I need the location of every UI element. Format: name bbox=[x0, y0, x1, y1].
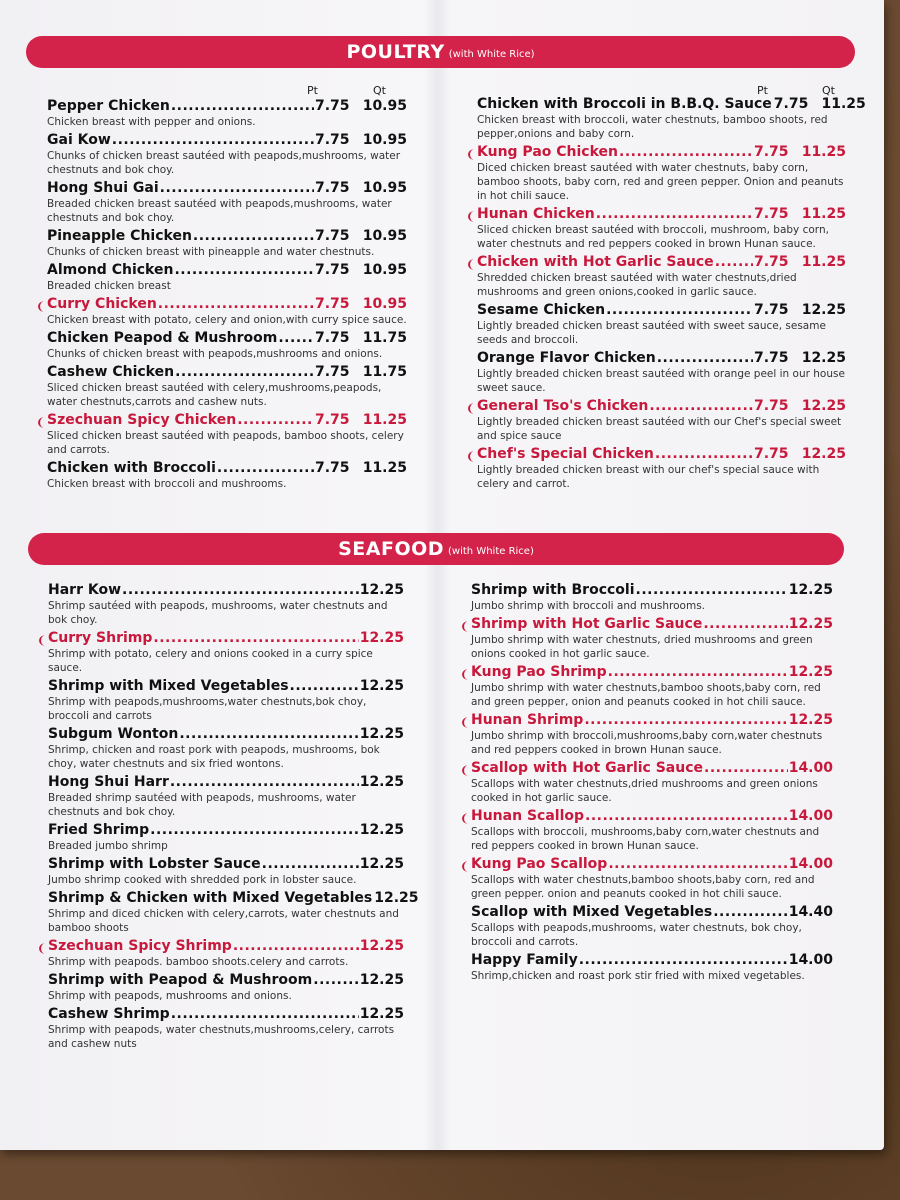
chili-pepper-icon: ❨ bbox=[460, 812, 470, 825]
menu-item-name: Chef's Special Chicken bbox=[477, 446, 654, 462]
menu-item-price: 12.25 bbox=[359, 856, 404, 872]
dot-leader bbox=[649, 398, 753, 415]
dot-leader bbox=[579, 952, 788, 969]
menu-item-row bbox=[47, 262, 407, 279]
menu-item-pint-price: 7.75 bbox=[754, 350, 789, 366]
menu-item-row bbox=[460, 664, 833, 681]
menu-item-quart-price: 10.95 bbox=[362, 262, 407, 278]
menu-item-description: Shrimp with peapods, mushrooms and onions. bbox=[48, 990, 292, 1002]
menu-item-name: Kung Pao Shrimp bbox=[471, 664, 607, 680]
seafood-left-column bbox=[37, 582, 419, 1054]
menu-item-row bbox=[48, 972, 404, 989]
menu-item-quart-price: 11.25 bbox=[801, 144, 846, 160]
dot-leader bbox=[160, 180, 314, 197]
menu-item bbox=[460, 712, 833, 757]
menu-item-pint-price: 7.75 bbox=[315, 228, 350, 244]
dot-leader bbox=[193, 228, 314, 245]
menu-item-pint-price: 7.75 bbox=[773, 96, 809, 112]
menu-item-description: Breaded shrimp sautéed with peapods, mushrooms, water chestnuts and bok choy. bbox=[48, 792, 356, 818]
menu-item-row bbox=[47, 330, 407, 347]
menu-item-quart-price: 11.75 bbox=[362, 364, 407, 380]
menu-item-description: Chicken breast with pepper and onions. bbox=[47, 116, 256, 128]
menu-item-name: Shrimp with Broccoli bbox=[471, 582, 635, 598]
menu-item-name: Shrimp with Mixed Vegetables bbox=[48, 678, 289, 694]
menu-item-pint-price: 7.75 bbox=[315, 412, 350, 428]
menu-item-name: Pepper Chicken bbox=[47, 98, 170, 114]
chili-pepper-icon: ❨ bbox=[466, 258, 476, 271]
menu-item bbox=[477, 96, 866, 141]
menu-item-row bbox=[477, 302, 846, 319]
menu-item bbox=[466, 144, 846, 203]
menu-item bbox=[48, 972, 404, 1003]
dot-leader bbox=[153, 630, 358, 647]
menu-item bbox=[47, 180, 407, 225]
chili-pepper-icon: ❨ bbox=[460, 716, 470, 729]
menu-item-name: Scallop with Hot Garlic Sauce bbox=[471, 760, 704, 776]
menu-item-row bbox=[471, 952, 833, 969]
menu-item-pint-price: 7.75 bbox=[315, 296, 350, 312]
menu-item bbox=[36, 412, 407, 457]
menu-item-pint-price: 7.75 bbox=[754, 446, 789, 462]
menu-item-price: 12.25 bbox=[359, 822, 404, 838]
menu-item bbox=[466, 446, 846, 491]
menu-item-name: Kung Pao Scallop bbox=[471, 856, 608, 872]
dot-leader bbox=[584, 712, 787, 729]
menu-item-row bbox=[48, 1006, 404, 1023]
menu-item-name: Sesame Chicken bbox=[477, 302, 606, 318]
menu-item-pint-price: 7.75 bbox=[754, 302, 789, 318]
menu-item bbox=[466, 398, 846, 443]
menu-item-pint-price: 7.75 bbox=[315, 460, 350, 476]
dot-leader bbox=[608, 856, 787, 873]
menu-item-description: Shrimp with peapods. bamboo shoots.celery and carrots. bbox=[48, 956, 349, 968]
menu-item-description: Shrimp with potato, celery and onions cooked in a curry spice sauce. bbox=[48, 648, 373, 674]
menu-item bbox=[48, 678, 404, 723]
poultry-left-column bbox=[36, 98, 407, 494]
menu-item-row bbox=[466, 206, 846, 223]
menu-item-description: Scallops with water chestnuts,bamboo shoots,baby corn, red and green pepper. onion and peanuts cooked in hot chili sauce. bbox=[471, 874, 815, 900]
menu-item-price: 12.25 bbox=[359, 938, 404, 954]
menu-item-quart-price: 12.25 bbox=[801, 446, 846, 462]
dot-leader bbox=[715, 254, 753, 271]
menu-item bbox=[48, 822, 404, 853]
menu-item-name: Harr Kow bbox=[48, 582, 122, 598]
dot-leader bbox=[171, 1006, 359, 1023]
dot-leader bbox=[112, 132, 314, 149]
dot-leader bbox=[170, 774, 359, 791]
menu-item-name: Subgum Wonton bbox=[48, 726, 179, 742]
menu-item-pint-price: 7.75 bbox=[754, 206, 789, 222]
dot-leader bbox=[175, 364, 314, 381]
menu-item bbox=[460, 808, 833, 853]
menu-item bbox=[460, 760, 833, 805]
chili-pepper-icon: ❨ bbox=[36, 416, 46, 429]
menu-item-price: 14.00 bbox=[788, 856, 833, 872]
menu-item-name: Hunan Scallop bbox=[471, 808, 585, 824]
menu-item-price: 12.25 bbox=[359, 630, 404, 646]
menu-item-row bbox=[36, 296, 407, 313]
menu-item-row bbox=[48, 822, 404, 839]
dot-leader bbox=[217, 460, 314, 477]
poultry-right-column bbox=[466, 96, 866, 494]
dot-leader bbox=[174, 262, 314, 279]
menu-item-pint-price: 7.75 bbox=[315, 262, 350, 278]
dot-leader bbox=[619, 144, 753, 161]
menu-item-description: Chunks of chicken breast with peapods,mushrooms and onions. bbox=[47, 348, 383, 360]
menu-item bbox=[37, 630, 404, 675]
menu-item-description: Lightly breaded chicken breast with our chef's special sauce with celery and carrot. bbox=[477, 464, 820, 490]
menu-item-description: Jumbo shrimp with broccoli and mushrooms. bbox=[471, 600, 705, 612]
seafood-right-column bbox=[460, 582, 833, 986]
chili-pepper-icon: ❨ bbox=[460, 860, 470, 873]
menu-item-name: Scallop with Mixed Vegetables bbox=[471, 904, 713, 920]
menu-item-name: Shrimp & Chicken with Mixed Vegetables bbox=[48, 890, 373, 906]
menu-item-pint-price: 7.75 bbox=[754, 144, 789, 160]
menu-item-name: Orange Flavor Chicken bbox=[477, 350, 656, 366]
chili-pepper-icon: ❨ bbox=[466, 210, 476, 223]
menu-item-quart-price: 12.25 bbox=[801, 398, 846, 414]
menu-item-name: Chicken with Hot Garlic Sauce bbox=[477, 254, 714, 270]
menu-item-row bbox=[460, 760, 833, 777]
menu-item bbox=[47, 262, 407, 293]
menu-item-row bbox=[48, 890, 419, 907]
menu-item-row bbox=[477, 96, 866, 113]
poultry-subtitle: (with White Rice) bbox=[448, 49, 535, 60]
menu-item bbox=[48, 856, 404, 887]
chili-pepper-icon: ❨ bbox=[460, 764, 470, 777]
menu-item-price: 12.25 bbox=[788, 664, 833, 680]
menu-item-row bbox=[471, 904, 833, 921]
menu-item-quart-price: 10.95 bbox=[362, 228, 407, 244]
menu-item-name: Chicken Peapod & Mushroom bbox=[47, 330, 278, 346]
menu-item-row bbox=[460, 856, 833, 873]
menu-item-description: Scallops with peapods,mushrooms, water chestnuts, bok choy, broccoli and carrots. bbox=[471, 922, 802, 948]
menu-item-description: Chicken breast with broccoli and mushrooms. bbox=[47, 478, 287, 490]
menu-item-row bbox=[471, 582, 833, 599]
menu-item-name: Shrimp with Hot Garlic Sauce bbox=[471, 616, 703, 632]
seafood-title: SEAFOOD bbox=[338, 538, 445, 560]
menu-item bbox=[477, 350, 846, 395]
menu-item-name: Hunan Chicken bbox=[477, 206, 595, 222]
dot-leader bbox=[713, 904, 787, 921]
poultry-title: POULTRY bbox=[346, 41, 445, 63]
menu-item-description: Lightly breaded chicken breast sautéed with sweet sauce, sesame seeds and broccoli. bbox=[477, 320, 826, 346]
menu-item-quart-price: 11.25 bbox=[362, 460, 407, 476]
chili-pepper-icon: ❨ bbox=[460, 668, 470, 681]
menu-item-price: 14.40 bbox=[788, 904, 833, 920]
menu-item bbox=[47, 132, 407, 177]
dot-leader bbox=[606, 302, 753, 319]
menu-item-quart-price: 11.25 bbox=[801, 254, 846, 270]
dot-leader bbox=[158, 296, 314, 313]
poultry-banner bbox=[26, 36, 855, 68]
menu-item-price: 12.25 bbox=[359, 678, 404, 694]
menu-item bbox=[36, 296, 407, 327]
menu-item-name: Hong Shui Gai bbox=[47, 180, 159, 196]
menu-item bbox=[466, 254, 846, 299]
menu-item-row bbox=[466, 144, 846, 161]
menu-item-row bbox=[47, 180, 407, 197]
menu-item-row bbox=[460, 712, 833, 729]
menu-item-name: Curry Chicken bbox=[47, 296, 157, 312]
menu-item bbox=[48, 890, 419, 935]
poultry-left-qt-label: Qt bbox=[373, 84, 386, 97]
menu-item-description: Shrimp with peapods,mushrooms,water chestnuts,bok choy, broccoli and carrots bbox=[48, 696, 367, 722]
menu-item-description: Breaded jumbo shrimp bbox=[48, 840, 168, 852]
menu-item-name: Shrimp with Peapod & Mushroom bbox=[48, 972, 313, 988]
menu-item-description: Shredded chicken breast sautéed with water chestnuts,dried mushrooms and green onions,cooked in garlic sauce. bbox=[477, 272, 797, 298]
menu-item-description: Diced chicken breast sautéed with water chestnuts, baby corn, bamboo shoots, baby corn, red and green pepper. Onion and peanuts in hot chili sauce. bbox=[477, 162, 844, 202]
menu-item-price: 12.25 bbox=[359, 1006, 404, 1022]
dot-leader bbox=[237, 412, 314, 429]
menu-item-pint-price: 7.75 bbox=[754, 254, 789, 270]
menu-item-description: Lightly breaded chicken breast sautéed with our Chef's special sweet and spice sauce bbox=[477, 416, 842, 442]
menu-item-description: Jumbo shrimp cooked with shredded pork in lobster sauce. bbox=[48, 874, 357, 886]
menu-item-description: Sliced chicken breast sautéed with celery,mushrooms,peapods, water chestnuts,carrots and cashew nuts. bbox=[47, 382, 382, 408]
menu-item-name: Chicken with Broccoli in B.B.Q. Sauce bbox=[477, 96, 772, 112]
menu-item-row bbox=[460, 808, 833, 825]
menu-item-price: 12.25 bbox=[359, 726, 404, 742]
menu-item bbox=[48, 774, 404, 819]
menu-item-quart-price: 10.95 bbox=[362, 132, 407, 148]
dot-leader bbox=[703, 616, 787, 633]
menu-item-pint-price: 7.75 bbox=[754, 398, 789, 414]
menu-item-row bbox=[466, 446, 846, 463]
menu-item-row bbox=[47, 228, 407, 245]
menu-item-quart-price: 10.95 bbox=[362, 296, 407, 312]
menu-item bbox=[47, 364, 407, 409]
menu-item-row bbox=[477, 350, 846, 367]
menu-item bbox=[460, 616, 833, 661]
menu-item-name: Hunan Shrimp bbox=[471, 712, 584, 728]
chili-pepper-icon: ❨ bbox=[37, 942, 47, 955]
menu-item bbox=[48, 582, 404, 627]
menu-item-name: Shrimp with Lobster Sauce bbox=[48, 856, 261, 872]
dot-leader bbox=[150, 822, 359, 839]
dot-leader bbox=[171, 98, 314, 115]
menu-item bbox=[37, 938, 404, 969]
menu-item-name: Chicken with Broccoli bbox=[47, 460, 216, 476]
menu-item bbox=[460, 664, 833, 709]
menu-item-price: 14.00 bbox=[788, 808, 833, 824]
menu-item-description: Chunks of chicken breast with pineapple and water chestnuts. bbox=[47, 246, 375, 258]
menu-item-description: Chicken breast with broccoli, water chestnuts, bamboo shoots, red pepper,onions and baby corn. bbox=[477, 114, 828, 140]
menu-item-price: 14.00 bbox=[788, 760, 833, 776]
menu-item-description: Breaded chicken breast bbox=[47, 280, 171, 292]
dot-leader bbox=[290, 678, 359, 695]
menu-item-row bbox=[48, 856, 404, 873]
menu-item-row bbox=[466, 398, 846, 415]
menu-item-row bbox=[48, 726, 404, 743]
poultry-right-qt-label: Qt bbox=[822, 84, 835, 97]
menu-item-price: 12.25 bbox=[359, 972, 404, 988]
menu-item-description: Scallops with water chestnuts,dried mushrooms and green onions cooked in hot garlic sauce. bbox=[471, 778, 818, 804]
menu-item-pint-price: 7.75 bbox=[315, 98, 350, 114]
menu-item-name: Gai Kow bbox=[47, 132, 111, 148]
dot-leader bbox=[262, 856, 359, 873]
chili-pepper-icon: ❨ bbox=[460, 620, 470, 633]
menu-item bbox=[47, 330, 407, 361]
dot-leader bbox=[636, 582, 788, 599]
menu-item-name: Cashew Chicken bbox=[47, 364, 175, 380]
menu-item bbox=[471, 582, 833, 613]
menu-item-name: Hong Shui Harr bbox=[48, 774, 169, 790]
menu-item-price: 12.25 bbox=[788, 712, 833, 728]
menu-item-row bbox=[47, 364, 407, 381]
dot-leader bbox=[657, 350, 753, 367]
chili-pepper-icon: ❨ bbox=[466, 148, 476, 161]
menu-item-name: Szechuan Spicy Shrimp bbox=[48, 938, 232, 954]
menu-item-name: Kung Pao Chicken bbox=[477, 144, 618, 160]
menu-item bbox=[466, 206, 846, 251]
menu-item-row bbox=[36, 412, 407, 429]
menu-item bbox=[460, 856, 833, 901]
menu-item bbox=[48, 726, 404, 771]
menu-item-quart-price: 10.95 bbox=[362, 180, 407, 196]
menu-item-row bbox=[47, 460, 407, 477]
menu-item-description: Breaded chicken breast sautéed with peapods,mushrooms, water chestnuts and bok choy. bbox=[47, 198, 392, 224]
menu-item-row bbox=[460, 616, 833, 633]
menu-item-row bbox=[48, 678, 404, 695]
menu-item-price: 12.25 bbox=[788, 582, 833, 598]
menu-item-price: 12.25 bbox=[788, 616, 833, 632]
chili-pepper-icon: ❨ bbox=[466, 450, 476, 463]
menu-item-description: Chunks of chicken breast sautéed with peapods,mushrooms, water chestnuts and bok choy. bbox=[47, 150, 401, 176]
dot-leader bbox=[278, 330, 314, 347]
menu-item-quart-price: 11.25 bbox=[821, 96, 866, 112]
menu-item-description: Shrimp,chicken and roast pork stir fried with mixed vegetables. bbox=[471, 970, 805, 982]
menu-item-description: Scallops with broccoli, mushrooms,baby corn,water chestnuts and red peppers cooked in brown Hunan sauce. bbox=[471, 826, 820, 852]
menu-item-pint-price: 7.75 bbox=[315, 330, 350, 346]
dot-leader bbox=[122, 582, 359, 599]
menu-item-price: 14.00 bbox=[788, 952, 833, 968]
menu-item-description: Sliced chicken breast sautéed with peapods, bamboo shoots, celery and carrots. bbox=[47, 430, 404, 456]
menu-item-description: Sliced chicken breast sautéed with broccoli, mushroom, baby corn, water chestnuts and red peppers cooked in brown Hunan sauce. bbox=[477, 224, 829, 250]
menu-item-pint-price: 7.75 bbox=[315, 180, 350, 196]
dot-leader bbox=[313, 972, 358, 989]
menu-item-row bbox=[48, 774, 404, 791]
dot-leader bbox=[608, 664, 788, 681]
menu-item-quart-price: 10.95 bbox=[362, 98, 407, 114]
menu-item-price: 12.25 bbox=[359, 582, 404, 598]
menu-item-description: Shrimp, chicken and roast pork with peapods, mushrooms, bok choy, water chestnuts and six fried wontons. bbox=[48, 744, 380, 770]
dot-leader bbox=[585, 808, 788, 825]
menu-item-row bbox=[37, 938, 404, 955]
menu-item-quart-price: 11.25 bbox=[362, 412, 407, 428]
menu-item-description: Jumbo shrimp with broccoli,mushrooms,baby corn,water chestnuts and red peppers cooked in brown Hunan sauce. bbox=[471, 730, 823, 756]
menu-item-name: Pineapple Chicken bbox=[47, 228, 192, 244]
dot-leader bbox=[596, 206, 753, 223]
menu-item-description: Shrimp with peapods, water chestnuts,mushrooms,celery, carrots and cashew nuts bbox=[48, 1024, 395, 1050]
menu-item-description: Shrimp and diced chicken with celery,carrots, water chestnuts and bamboo shoots bbox=[48, 908, 399, 934]
menu-item bbox=[471, 904, 833, 949]
menu-item-pint-price: 7.75 bbox=[315, 364, 350, 380]
menu-item bbox=[471, 952, 833, 983]
dot-leader bbox=[179, 726, 358, 743]
menu-item bbox=[47, 460, 407, 491]
menu-item-quart-price: 11.75 bbox=[362, 330, 407, 346]
menu-item-price: 12.25 bbox=[374, 890, 419, 906]
seafood-banner bbox=[28, 533, 844, 565]
menu-item-description: Lightly breaded chicken breast sautéed with orange peel in our house sweet sauce. bbox=[477, 368, 845, 394]
menu-item-price: 12.25 bbox=[359, 774, 404, 790]
chili-pepper-icon: ❨ bbox=[466, 402, 476, 415]
menu-item-name: Fried Shrimp bbox=[48, 822, 150, 838]
menu-item-quart-price: 12.25 bbox=[801, 350, 846, 366]
menu-item bbox=[47, 98, 407, 129]
dot-leader bbox=[655, 446, 753, 463]
menu-item bbox=[477, 302, 846, 347]
dot-leader bbox=[233, 938, 359, 955]
poultry-left-pt-label: Pt bbox=[307, 84, 318, 97]
menu-item-name: Happy Family bbox=[471, 952, 578, 968]
menu-item-row bbox=[37, 630, 404, 647]
chili-pepper-icon: ❨ bbox=[36, 300, 46, 313]
poultry-right-pt-label: Pt bbox=[757, 84, 768, 97]
chili-pepper-icon: ❨ bbox=[37, 634, 47, 647]
menu-item-description: Shrimp sautéed with peapods, mushrooms, water chestnuts and bok choy. bbox=[48, 600, 388, 626]
menu-item-row bbox=[47, 98, 407, 115]
menu-item-quart-price: 12.25 bbox=[801, 302, 846, 318]
menu-item bbox=[47, 228, 407, 259]
menu-item-name: Cashew Shrimp bbox=[48, 1006, 170, 1022]
menu-item-row bbox=[48, 582, 404, 599]
menu-item-description: Jumbo shrimp with water chestnuts, dried mushrooms and green onions cooked in hot garlic sauce. bbox=[471, 634, 813, 660]
menu-item-description: Jumbo shrimp with water chestnuts,bamboo shoots,baby corn, red and green pepper, onion and peanuts cooked in hot chili sauce. bbox=[471, 682, 821, 708]
menu-item-name: Szechuan Spicy Chicken bbox=[47, 412, 237, 428]
menu-item-quart-price: 11.25 bbox=[801, 206, 846, 222]
dot-leader bbox=[704, 760, 788, 777]
menu-item-row bbox=[466, 254, 846, 271]
menu-item-row bbox=[47, 132, 407, 149]
seafood-subtitle: (with White Rice) bbox=[448, 546, 534, 557]
menu-item-name: Almond Chicken bbox=[47, 262, 174, 278]
menu-item-name: General Tso's Chicken bbox=[477, 398, 649, 414]
menu-item-pint-price: 7.75 bbox=[315, 132, 350, 148]
menu-item bbox=[48, 1006, 404, 1051]
menu-item-description: Chicken breast with potato, celery and onion,with curry spice sauce. bbox=[47, 314, 407, 326]
menu-item-name: Curry Shrimp bbox=[48, 630, 153, 646]
